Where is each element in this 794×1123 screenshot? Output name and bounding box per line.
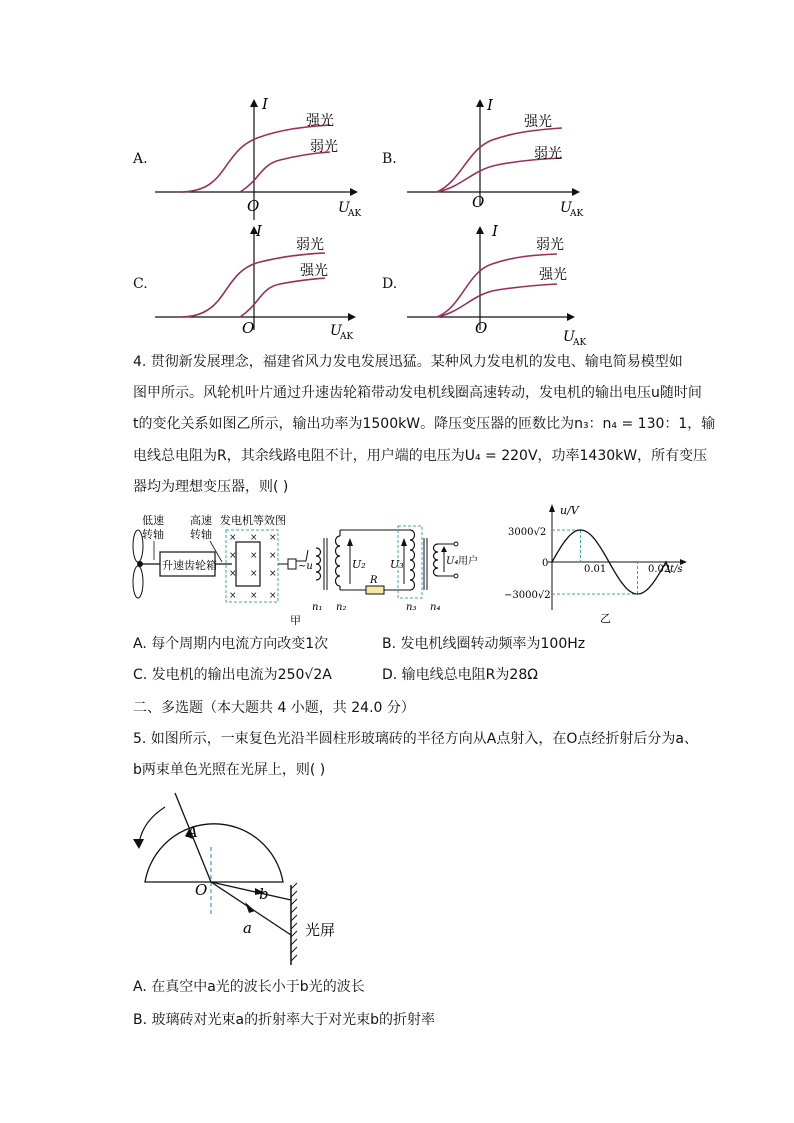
curve-label-bottom: 弱光 — [534, 146, 562, 162]
curve-lower — [437, 284, 557, 317]
axis-label-i: I — [262, 95, 268, 113]
n3-label: n₃ — [406, 602, 417, 613]
option-letter: D. — [382, 276, 398, 292]
wave-tick-zero: 0 — [542, 558, 549, 569]
curve-lower — [240, 278, 325, 317]
q4-line: 器均为理想变压器，则( ) — [133, 479, 289, 495]
resistor-r — [366, 586, 384, 594]
wave-ylabel: u/V — [560, 504, 579, 517]
high-speed-label-2: 转轴 — [190, 528, 212, 541]
q4-line: t的变化关系如图乙所示，输出功率为1500kW。降压变压器的匝数比为n₃：n₄ = 130：1，输 — [133, 416, 716, 432]
n1-label: n₁ — [312, 602, 323, 613]
q4-line: 图甲所示。风轮机叶片通过升速齿轮箱带动发电机线圈高速转动，发电机的输出电压u随时间 — [133, 385, 702, 401]
wave-axes — [548, 504, 687, 610]
rotation-arrow-icon — [139, 807, 165, 843]
label-screen: 光屏 — [305, 921, 336, 939]
svg-text:×: × — [229, 533, 237, 543]
n2-label: n₂ — [336, 602, 347, 613]
curve-label-bottom: 强光 — [539, 267, 567, 283]
ray-b — [211, 882, 291, 900]
axis-label-sub: AK — [340, 332, 354, 342]
svg-text:×: × — [250, 569, 258, 579]
user-label: 用户 — [458, 556, 478, 567]
refraction-diagram — [125, 785, 355, 970]
option-letter: B. — [382, 151, 397, 167]
wave-tick-x2: 0.02 — [648, 564, 671, 575]
axis-label-sub: AK — [570, 209, 584, 219]
figure-caption-yi: 乙 — [600, 612, 611, 625]
voltage-waveform-chart — [500, 500, 700, 626]
step-down-transformer — [410, 530, 438, 590]
gearbox-label: 升速齿轮箱 — [162, 559, 217, 572]
curve-label-top: 弱光 — [296, 237, 324, 253]
axis-label-i: I — [487, 96, 493, 114]
option-letter: C. — [133, 276, 148, 292]
q5-line: 5. 如图所示，一束复色光沿半圆柱形玻璃砖的半径方向从A点射入，在O点经折射后分为a、 — [133, 731, 698, 747]
q4-option-a[interactable]: A. 每个周期内电流方向改变1次 — [133, 636, 329, 652]
q4-option-d[interactable]: D. 输电线总电阻R为28Ω — [382, 667, 538, 683]
option-letter: A. — [133, 151, 148, 167]
q5-line: b两束单色光照在光屏上，则( ) — [133, 762, 326, 778]
high-speed-label-1: 高速 — [190, 514, 212, 527]
q4-option-c[interactable]: C. 发电机的输出电流为250√2A — [133, 667, 332, 683]
q4-option-b[interactable]: B. 发电机线圈转动频率为100Hz — [382, 636, 586, 652]
glass-semicircle — [145, 824, 283, 882]
label-ray-b: b — [259, 885, 269, 903]
curve-label-bottom: 强光 — [300, 263, 328, 279]
power-circuit-diagram — [128, 508, 480, 628]
q4-line: 4. 贯彻新发展理念，福建省风力发电发展迅猛。某种风力发电机的发电、输电简易模型如 — [133, 354, 683, 370]
axis-label-i: I — [256, 222, 262, 240]
axis-label-u: U — [330, 323, 342, 339]
svg-text:×: × — [250, 533, 258, 543]
wave-tick-x1: 0.01 — [584, 564, 607, 575]
curve-label-bottom: 弱光 — [310, 139, 338, 155]
figure-caption-jia: 甲 — [290, 614, 301, 627]
svg-text:×: × — [269, 533, 277, 543]
svg-text:×: × — [250, 551, 258, 561]
section-heading: 二、多选题（本大题共 4 小题，共 24.0 分） — [133, 700, 415, 716]
u2-label: U₂ — [352, 558, 366, 571]
q5-option-b[interactable]: B. 玻璃砖对光束a的折射率大于对光束b的折射率 — [133, 1012, 435, 1028]
low-speed-label-1: 低速 — [142, 514, 164, 527]
label-a-point: A — [187, 823, 198, 841]
iu-graph — [150, 95, 380, 225]
label-o-point: O — [195, 881, 208, 899]
curve-label-top: 强光 — [306, 113, 334, 129]
origin-label: O — [242, 319, 255, 337]
svg-text:×: × — [250, 591, 258, 601]
iu-graph — [402, 95, 632, 225]
iu-graph — [402, 222, 632, 352]
label-ray-a: a — [243, 919, 252, 937]
ac-source-label: ~u — [298, 561, 313, 572]
axis-label-u: U — [560, 200, 572, 216]
q4-line: 电线总电阻为R，其余线路电阻不计，用户端的电压为U₄ = 220V，功率1430kW，所有变压 — [133, 448, 708, 464]
origin-label: O — [475, 319, 488, 337]
axis-label-u: U — [563, 329, 575, 345]
svg-text:×: × — [269, 569, 277, 579]
wave-tick-ymax: 3000√2 — [508, 527, 547, 538]
curve-label-top: 强光 — [524, 114, 552, 130]
generator-label: 发电机等效图 — [220, 514, 286, 527]
svg-text:×: × — [269, 551, 277, 561]
origin-label: O — [472, 193, 485, 211]
q5-option-a[interactable]: A. 在真空中a光的波长小于b光的波长 — [133, 979, 365, 995]
r-label: R — [370, 575, 378, 586]
svg-text:×: × — [229, 551, 237, 561]
curve-label-top: 弱光 — [536, 237, 564, 253]
u4-label: U₄ — [446, 556, 459, 567]
curve-lower — [437, 158, 562, 192]
svg-text:×: × — [229, 591, 237, 601]
wave-xlabel: t/s — [670, 564, 683, 575]
axis-label-sub: AK — [573, 338, 587, 348]
wave-tick-ymin: −3000√2 — [504, 590, 551, 601]
axis-label-sub: AK — [348, 209, 362, 219]
iu-graph — [150, 222, 380, 352]
svg-text:×: × — [269, 591, 277, 601]
origin-label: O — [247, 197, 260, 215]
curve-upper — [180, 125, 330, 192]
axis-label-i: I — [492, 222, 498, 240]
n4-label: n₄ — [430, 602, 441, 613]
u3-label: U₃ — [390, 558, 404, 571]
low-speed-label-2: 转轴 — [142, 528, 164, 541]
axis-label-u: U — [338, 200, 350, 216]
step-up-transformer — [316, 536, 340, 590]
svg-text:×: × — [229, 569, 237, 579]
